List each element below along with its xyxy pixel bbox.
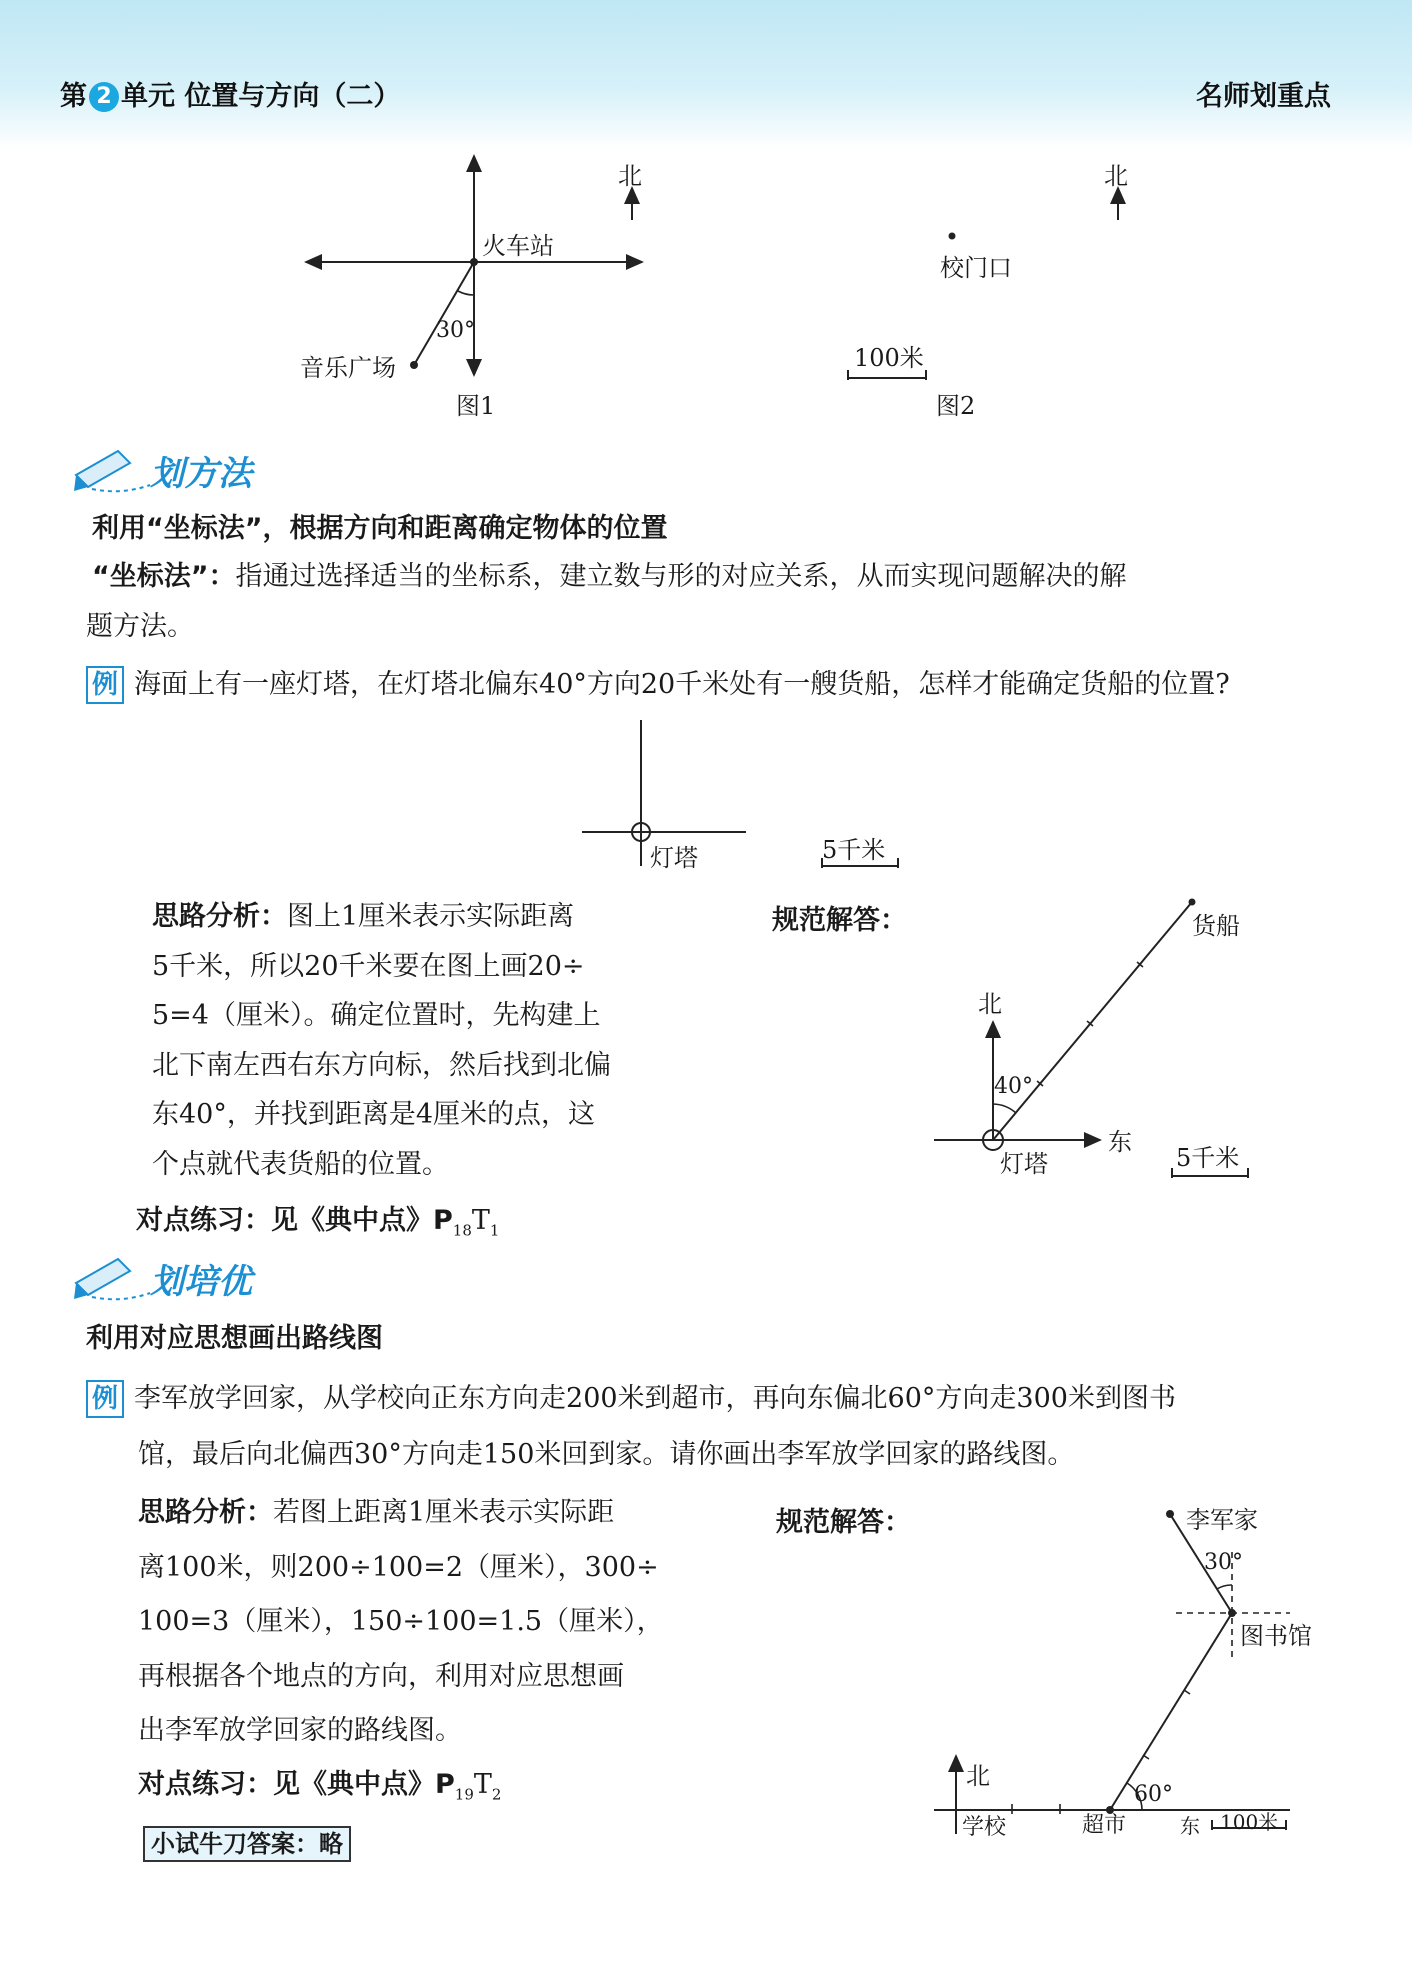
angle30-label: 30° — [1204, 1550, 1243, 1575]
practice-1-page: 18 — [452, 1221, 472, 1240]
definition-term: “坐标法”： — [92, 561, 236, 592]
analysis-1-text: 图上1厘米表示实际距离 — [287, 901, 575, 932]
section-method-subtitle: 利用“坐标法”，根据方向和距离确定物体的位置 — [92, 513, 668, 544]
fig2-gate-label: 校门口 — [940, 254, 1012, 282]
lighthouse-label: 灯塔 — [650, 844, 698, 872]
fig1-square-label: 音乐广场 — [300, 354, 396, 382]
unit-prefix: 第 — [60, 81, 87, 112]
practice-2 — [138, 1760, 501, 1819]
answer1-scale-label: 5千米 — [1176, 1144, 1240, 1172]
example-tag: 例 — [86, 1380, 124, 1418]
analysis-1-line: 5千米，所以20千米要在图上画20÷ — [152, 950, 585, 982]
fig1-station-label: 火车站 — [482, 232, 554, 260]
analysis-1-line: 5=4（厘米）。确定位置时，先构建上 — [152, 1000, 601, 1031]
analysis-1-line: 北下南左西右东方向标，然后找到北偏 — [152, 1049, 611, 1081]
section-method-title: 划方法 — [150, 454, 252, 494]
analysis-1-line: 东40°，并找到距离是4厘米的点，这 — [152, 1099, 596, 1130]
answer1-east-label: 东 — [1108, 1128, 1132, 1156]
fig2-scale-label: 100米 — [854, 344, 924, 372]
answer-2-term: 规范解答： — [776, 1507, 911, 1538]
analysis-2-term: 思路分析： — [138, 1497, 273, 1528]
fig1-angle-label: 30° — [436, 318, 475, 343]
fig1-north-label: 北 — [618, 162, 642, 190]
fig2-north-label: 北 — [1104, 162, 1128, 190]
analysis-2-line: 再根据各个地点的方向，利用对应思想画 — [138, 1660, 624, 1692]
problem-scale-label: 5千米 — [822, 836, 886, 864]
excel-example-line1: 李军放学回家，从学校向正东方向走200米到超市，再向东偏北60°方向走300米到图书 — [134, 1383, 1176, 1414]
school-label: 学校 — [962, 1815, 1007, 1840]
fig2-caption: 图2 — [936, 392, 976, 420]
analysis-2-text: 若图上距离1厘米表示实际距 — [273, 1497, 615, 1528]
practice-2-page: 19 — [454, 1785, 474, 1804]
answer2-scale-label: 100米 — [1220, 1810, 1279, 1834]
excel-example-line2: 馆，最后向北偏西30°方向走150米回到家。请你画出李军放学回家的路线图。 — [138, 1439, 1075, 1470]
practice-2-text: 对点练习：见《典中点》P — [138, 1769, 455, 1800]
fig1-caption: 图1 — [456, 392, 496, 420]
answer1-angle-label: 40° — [994, 1074, 1033, 1099]
analysis-1-line: 个点就代表货船的位置。 — [152, 1148, 449, 1180]
example-text: 海面上有一座灯塔，在灯塔北偏东40°方向20千米处有一艘货船，怎样才能确定货船的位置? — [134, 669, 1230, 700]
section-excel-title: 划培优 — [150, 1262, 252, 1302]
analysis-1-term: 思路分析： — [152, 901, 287, 932]
analysis-2-line: 离100米，则200÷100=2（厘米），300÷ — [138, 1551, 659, 1583]
practice-1-item: 1 — [489, 1221, 500, 1240]
section-excel-subtitle: 利用对应思想画出路线图 — [86, 1323, 383, 1354]
definition-line1: 指通过选择适当的坐标系，建立数与形的对应关系，从而实现问题解决的解 — [235, 561, 1127, 592]
practice-1-text: 对点练习：见《典中点》P — [136, 1205, 453, 1236]
angle60-label: 60° — [1134, 1782, 1173, 1807]
answer2-east-label: 东 — [1180, 1814, 1200, 1838]
definition-line2: 题方法。 — [86, 611, 194, 642]
library-label: 图书馆 — [1240, 1622, 1312, 1650]
unit-suffix: 单元 位置与方向（二） — [121, 81, 401, 112]
quick-answer-box: 小试牛刀答案：略 — [143, 1826, 351, 1862]
ship-label: 货船 — [1192, 912, 1240, 940]
analysis-2-line: 出李军放学回家的路线图。 — [138, 1715, 462, 1746]
answer2-north-label: 北 — [966, 1762, 990, 1790]
unit-number-badge: 2 — [89, 82, 119, 112]
analysis-2-line: 100=3（厘米），150÷100=1.5（厘米）， — [138, 1606, 664, 1637]
example-tag: 例 — [86, 666, 124, 704]
practice-1-t: T — [471, 1205, 490, 1236]
practice-2-t: T — [473, 1769, 492, 1800]
header-right-title: 名师划重点 — [1196, 81, 1331, 112]
market-label: 超市 — [1082, 1813, 1127, 1838]
answer1-lighthouse-label: 灯塔 — [1000, 1150, 1048, 1178]
answer1-north-label: 北 — [978, 990, 1002, 1018]
answer-1-term: 规范解答： — [772, 905, 907, 936]
practice-2-item: 2 — [491, 1785, 502, 1804]
home-label: 李军家 — [1186, 1506, 1258, 1534]
